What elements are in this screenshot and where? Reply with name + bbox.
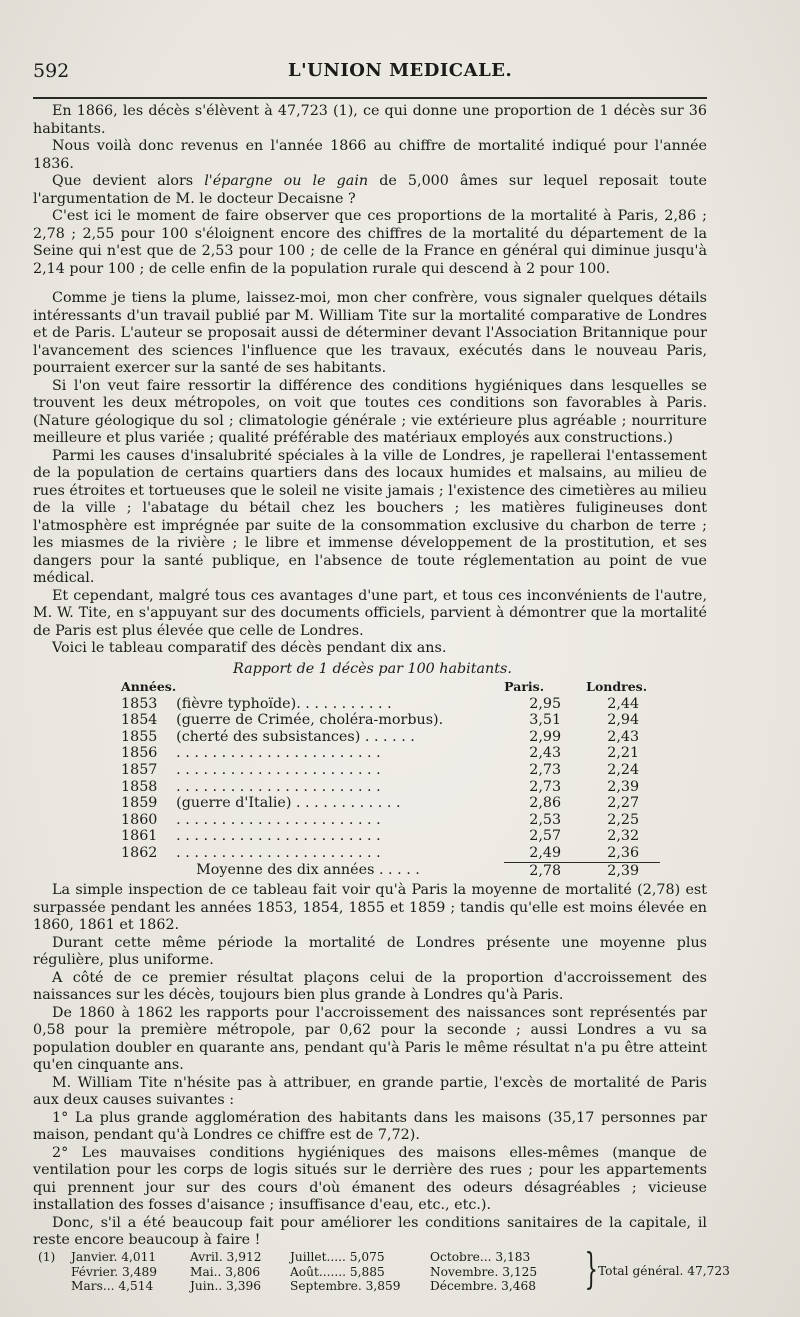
- paragraph: M. William Tite n'hésite pas à attribuer, en grande partie, l'excès de mortalité de Paris aux deux causes suivantes :: [33, 1074, 707, 1109]
- journal-title: L'UNION MEDICALE.: [288, 60, 513, 81]
- average-paris: 2,78: [504, 862, 586, 879]
- article-body: [33, 103, 707, 1250]
- paris-cell: 2,73: [529, 778, 562, 795]
- grand-total: Total général. 47,723: [598, 1264, 730, 1278]
- paris-cell: 3,51: [529, 712, 562, 729]
- london-cell: 2,43: [607, 728, 640, 745]
- paragraph: A côté de ce premier résultat plaçons celui de la proportion d'accroissement des naissances sur les décès, toujours bien plus grande à Londres qu'à Paris.: [33, 969, 707, 1004]
- paris-cell: 2,86: [529, 795, 562, 812]
- month-total: Août....... 5,885: [290, 1264, 385, 1279]
- month-total: Janvier. 4,011: [71, 1250, 157, 1264]
- desc-cell: . . . . . . . . . . . . . . . . . . . . . . .: [176, 845, 381, 862]
- year-cell: 1859: [121, 795, 158, 812]
- year-cell: 1858: [121, 778, 158, 795]
- table-row: [121, 828, 660, 845]
- year-cell: 1855: [121, 728, 158, 745]
- table-row: [121, 779, 660, 796]
- paris-cell: 2,49: [529, 844, 562, 861]
- table-title: Rapport de 1 décès par 100 habitants.: [233, 660, 512, 677]
- paris-cell: 2,53: [529, 811, 562, 828]
- paragraph: La simple inspection de ce tableau fait voir qu'à Paris la moyenne de mortalité (2,78) est surpassée pendant les années 1853, 1854, 1855 et 1859 ; tandis qu'elle est moins élevée en 1860, 1861 et 1862.: [33, 882, 707, 934]
- london-cell: 2,44: [607, 695, 640, 712]
- london-cell: 2,32: [607, 828, 640, 845]
- running-header: [33, 60, 707, 88]
- london-cell: 2,39: [607, 778, 640, 795]
- year-cell: 1856: [121, 745, 158, 762]
- paragraph: Comme je tiens la plume, laissez-moi, mon cher confrère, vous signaler quelques détails intéressants d'un travail publié par M. William Tite sur la mortalité comparative de Londres et de Paris. L'auteur se proposait aussi de déterminer devant l'Association Britannique pour l'avancement des sciences l'influence que les travaux, exécutés dans le nouveau Paris, pourraient exercer sur la santé de ses habitants.: [33, 290, 707, 376]
- header-blank: [176, 679, 504, 696]
- month-total: Juillet..... 5,075: [290, 1250, 385, 1264]
- desc-cell: (cherté des subsistances) . . . . . .: [176, 728, 415, 745]
- paris-cell: 2,95: [529, 695, 562, 712]
- header-rule: [33, 97, 707, 99]
- paris-cell: 2,43: [529, 745, 562, 762]
- desc-cell: . . . . . . . . . . . . . . . . . . . . . . .: [176, 778, 381, 795]
- year-cell: 1860: [121, 811, 158, 828]
- paragraph: 1° La plus grande agglomération des habitants dans les maisons (35,17 personnes par maison, pendant qu'à Londres ce chiffre est de 7,72).: [33, 1109, 707, 1144]
- year-cell: 1854: [121, 712, 158, 729]
- table-row: [121, 795, 660, 812]
- london-cell: 2,25: [607, 811, 640, 828]
- desc-cell: (guerre de Crimée, choléra-morbus).: [176, 712, 444, 729]
- header-paris: Paris.: [504, 679, 545, 694]
- footnote-col-q4: [430, 1250, 537, 1294]
- desc-cell: . . . . . . . . . . . . . . . . . . . . . . .: [176, 761, 381, 778]
- desc-cell: . . . . . . . . . . . . . . . . . . . . . . .: [176, 745, 381, 762]
- year-cell: 1853: [121, 695, 158, 712]
- month-total: Mai.. 3,806: [190, 1264, 261, 1279]
- footnote-mark: (1): [38, 1250, 56, 1264]
- desc-cell: . . . . . . . . . . . . . . . . . . . . . . .: [176, 828, 381, 845]
- year-cell: 1857: [121, 761, 158, 778]
- table-row: [121, 696, 660, 713]
- brace-glyph: }: [584, 1244, 599, 1293]
- paragraph: Parmi les causes d'insalubrité spéciales à la ville de Londres, je rapellerai l'entassement de la population de certains quartiers dans des locaux humides et malsains, au milieu de rues étroites et tortueuses que le soleil ne visite jamais ; l'existence des cimetières au milieu de la ville ; l'abatage du bétail chez les bouchers ; les matières fuligineuses dont l'atmosphère est imprégnée par suite de la consommation exclusive du charbon de terre ; les miasmes de la rivière ; le libre et immense développement de la prostitution, et ses dangers pour la santé publique, en l'absence de toute réglementation au point de vue médical.: [33, 447, 707, 586]
- average-row: [121, 862, 660, 879]
- month-total: Novembre. 3,125: [430, 1264, 538, 1279]
- paragraph: 2° Les mauvaises conditions hygiéniques des maisons elles-mêmes (manque de ventilation pour les corps de logis situés sur le derrière des rues ; pour les appartements qui prennent jour sur des cours d'où émanent des odeurs désagréables ; vicieuse installation des fosses d'aisance ; insuffisance d'eau, etc., etc.).: [33, 1144, 707, 1214]
- paris-cell: 2,99: [529, 728, 562, 745]
- month-total: Février. 3,489: [71, 1264, 157, 1279]
- table-row: [121, 712, 660, 729]
- month-total: Mars... 4,514: [71, 1279, 154, 1293]
- london-cell: 2,24: [607, 761, 640, 778]
- paragraph: Durant cette même période la mortalité de Londres présente une moyenne plus régulière, plus uniforme.: [33, 934, 707, 969]
- table-header-row: [121, 679, 660, 696]
- london-cell: 2,27: [607, 795, 640, 812]
- text-run: Que devient alors: [52, 173, 205, 189]
- table-row: [121, 745, 660, 762]
- year-cell: 1861: [121, 828, 158, 845]
- mortality-table: [121, 679, 660, 879]
- header-years: Années.: [121, 679, 177, 694]
- paragraph-epargne: [33, 173, 707, 208]
- paragraph: C'est ici le moment de faire observer que ces proportions de la mortalité à Paris, 2,86 ; 2,78 ; 2,55 pour 100 s'éloignent encore des chiffres de la mortalité du département de la Seine qui n'est que de 2,53 pour 100 ; de celle de la France en général qui diminue jusqu'à 2,14 pour 100 ; de celle enfin de la population rurale qui descend à 2 pour 100.: [33, 208, 707, 277]
- month-total: Septembre. 3,859: [290, 1279, 401, 1293]
- footnote-col-q2: [190, 1250, 261, 1294]
- paragraph: Voici le tableau comparatif des décès pendant dix ans.: [52, 640, 447, 656]
- month-total: Avril. 3,912: [190, 1250, 262, 1264]
- paris-cell: 2,73: [529, 761, 562, 778]
- average-london: 2,39: [586, 862, 660, 879]
- paragraph: Si l'on veut faire ressortir la différence des conditions hygiéniques dans lesquelles se trouvent les deux métropoles, on voit que toutes ces conditions son favorables à Paris. (Nature géologique du sol ; climatologie générale ; vie extérieure plus agréable ; nourriture meilleure et plus variée ; qualité préférable des matériaux employés aux constructions.): [33, 377, 707, 446]
- london-cell: 2,94: [607, 712, 640, 729]
- paragraph: Nous voilà donc revenus en l'année 1866 au chiffre de mortalité indiqué pour l'année 1836.: [33, 138, 707, 172]
- paragraph: Et cependant, malgré tous ces avantages d'une part, et tous ces inconvénients de l'autre, M. W. Tite, en s'appuyant sur des documents officiels, parvient à démontrer que la mortalité de Paris est plus élevée que celle de Londres.: [33, 587, 707, 639]
- paragraph: En 1866, les décès s'élèvent à 47,723 (1), ce qui donne une proportion de 1 décès sur 36 habitants.: [33, 103, 707, 137]
- italic-phrase: l'épargne ou le gain: [204, 173, 369, 189]
- month-total: Juin.. 3,396: [190, 1279, 261, 1293]
- table-row: [121, 729, 660, 746]
- desc-cell: (guerre d'Italie) . . . . . . . . . . . .: [176, 795, 401, 812]
- month-total: Décembre. 3,468: [430, 1279, 537, 1293]
- paris-cell: 2,57: [529, 828, 562, 845]
- table-row: [121, 845, 660, 862]
- month-total: Octobre... 3,183: [430, 1250, 531, 1264]
- table-row: [121, 762, 660, 779]
- page-number: 592: [33, 60, 70, 82]
- footnote-col-q3: [290, 1250, 401, 1294]
- blank-cell: [121, 862, 176, 879]
- header-london: Londres.: [586, 679, 648, 694]
- text-run: de 5,000 âmes sur lequel reposait toute l'argumentation de M. le docteur Decaisne ?: [33, 173, 708, 207]
- paragraph: Donc, s'il a été beaucoup fait pour améliorer les conditions sanitaires de la capitale, il reste encore beaucoup à faire !: [33, 1214, 707, 1249]
- footnote-col-q1: [71, 1250, 157, 1294]
- desc-cell: (fièvre typhoïde). . . . . . . . . . .: [176, 695, 392, 712]
- year-cell: 1862: [121, 845, 158, 862]
- london-cell: 2,21: [607, 745, 640, 762]
- paragraph: De 1860 à 1862 les rapports pour l'accroissement des naissances sont représentés par 0,58 pour la première métropole, par 0,62 pour la seconde ; aussi Londres a vu sa population doubler en quarante ans, pendant qu'à Paris le même résultat n'a pu être atteint qu'en cinquante ans.: [33, 1004, 707, 1074]
- table-row: [121, 812, 660, 829]
- london-cell: 2,36: [607, 844, 640, 861]
- desc-cell: . . . . . . . . . . . . . . . . . . . . . . .: [176, 811, 381, 828]
- average-label: Moyenne des dix années . . . . .: [196, 862, 420, 879]
